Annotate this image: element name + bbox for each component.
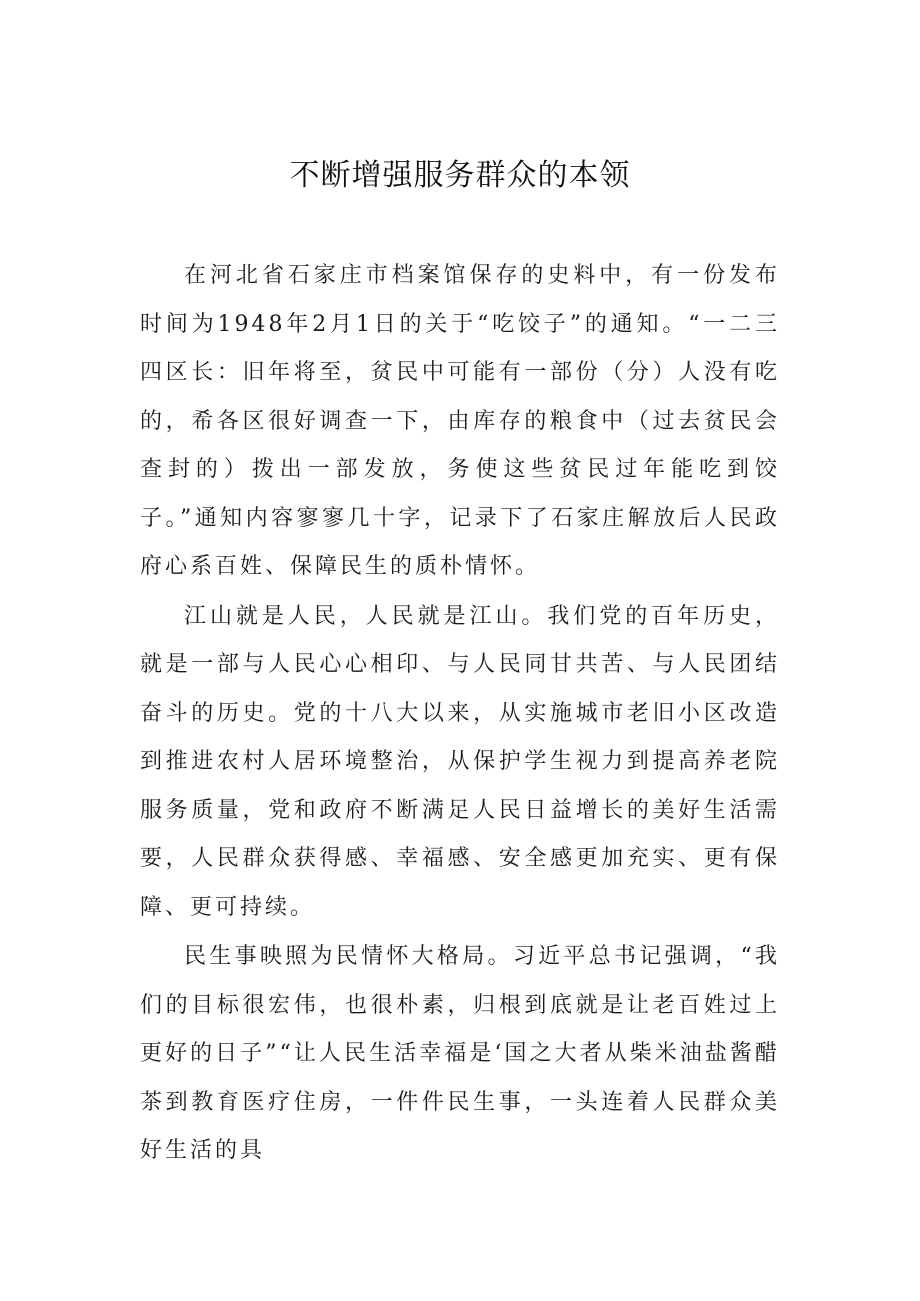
paragraph-2: 江山就是人民，人民就是江山。我们党的百年历史，就是一部与人民心心相印、与人民同甘共苦、与人民团结奋斗的历史。党的十八大以来，从实施城市老旧小区改造到推进农村人居环境整治，从保护学生视力到提高养老院服务质量，党和政府不断满足人民日益增长的美好生活需要，人民群众获得感、幸福感、安全感更加充实、更有保障、更可持续。 bbox=[140, 603, 780, 920]
paragraph-3: 民生事映照为民情怀大格局。习近平总书记强调，“我们的目标很宏伟，也很朴素，归根到底就是让老百姓过上更好的日子”“让人民生活幸福是‘国之大者从柴米油盐酱醋茶到教育医疗住房，一件件民生事，一头连着人民群众美好生活的具 bbox=[140, 944, 780, 1163]
article-body bbox=[140, 252, 780, 1177]
page-title: 不断增强服务群众的本领 bbox=[289, 158, 631, 193]
paragraph-1: 在河北省石家庄市档案馆保存的史料中，有一份发布时间为1948年2月1日的关于“吃饺子”的通知。“一二三四区长：旧年将至，贫民中可能有一部份（分）人没有吃的，希各区很好调查一下，由库存的粮食中（过去贫民会查封的）拨出一部发放，务使这些贫民过年能吃到饺子。”通知内容寥寥几十字，记录下了石家庄解放后人民政府心系百姓、保障民生的质朴情怀。 bbox=[140, 263, 780, 579]
